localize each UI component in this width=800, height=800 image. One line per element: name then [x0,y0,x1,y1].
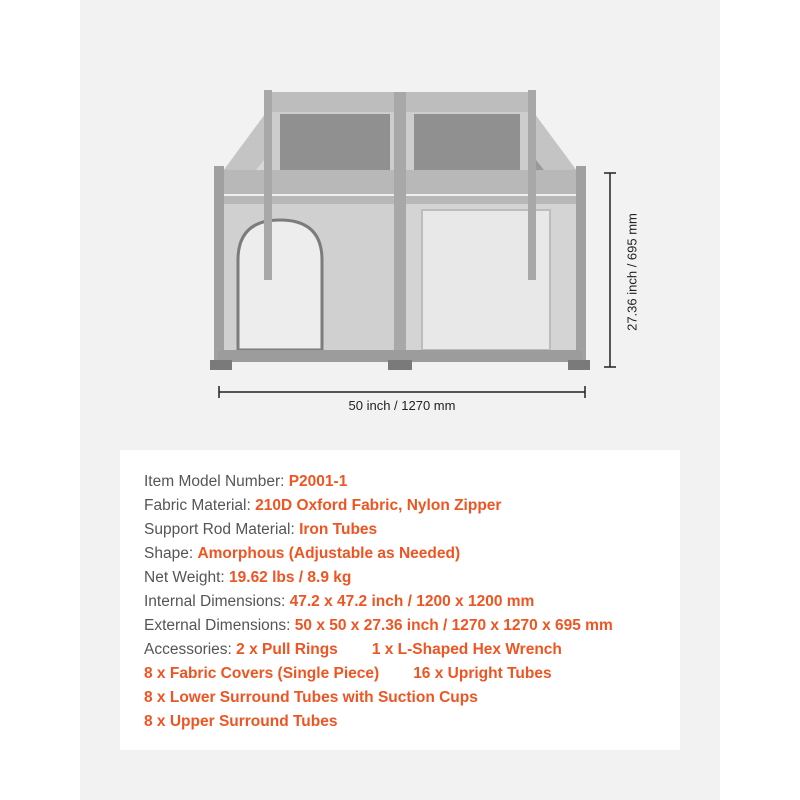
spec-accessories [144,638,680,662]
spec-value: Amorphous (Adjustable as Needed) [197,545,461,562]
spec-support-rod [144,518,680,542]
spec-shape [144,542,680,566]
accessory-item: 8 x Fabric Covers (Single Piece) [144,665,380,682]
spec-label: External Dimensions: [144,617,295,634]
specifications-box [120,450,680,750]
accessory-item: 2 x Pull Rings [236,641,338,658]
spec-fabric [144,494,680,518]
height-dimension-line [604,172,616,368]
spec-value: 47.2 x 47.2 inch / 1200 x 1200 mm [289,593,535,610]
accessories-row [144,662,680,686]
accessory-item: 8 x Lower Surround Tubes with Suction Cups [144,689,478,706]
height-dimension-label: 27.36 inch / 695 mm [624,213,640,331]
accessory-item: 1 x L-Shaped Hex Wrench [371,641,562,658]
spec-model [144,470,680,494]
accessories-row [144,686,680,710]
spec-label: Shape: [144,545,198,562]
spec-label: Support Rod Material: [144,521,300,538]
spec-value: Iron Tubes [299,521,378,538]
spec-external-dimensions [144,614,680,638]
spec-value: P2001-1 [288,473,348,490]
spec-value: 19.62 lbs / 8.9 kg [229,569,352,586]
accessories-row [144,710,680,734]
spec-net-weight [144,566,680,590]
playpen-image [200,80,600,380]
spec-value: 50 x 50 x 27.36 inch / 1270 x 1270 x 695 mm [294,617,613,634]
spec-label: Item Model Number: [144,473,289,490]
spec-label: Fabric Material: [144,497,256,514]
accessory-item: 16 x Upright Tubes [413,665,552,682]
spec-internal-dimensions [144,590,680,614]
spec-label: Accessories: [144,641,237,658]
width-dimension-line [218,386,586,398]
spec-label: Internal Dimensions: [144,593,290,610]
spec-label: Net Weight: [144,569,230,586]
accessory-item: 8 x Upper Surround Tubes [144,713,338,730]
spec-value: 210D Oxford Fabric, Nylon Zipper [255,497,502,514]
width-dimension-label: 50 inch / 1270 mm [348,398,456,413]
